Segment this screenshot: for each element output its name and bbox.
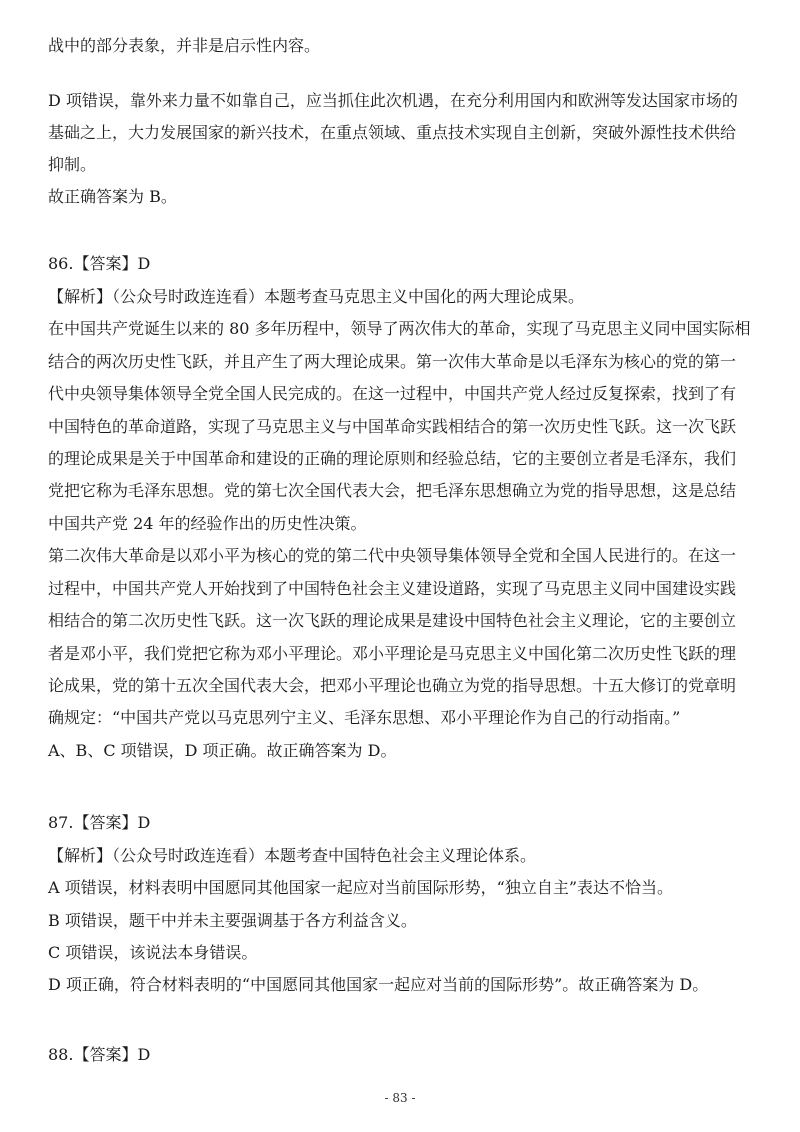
text-line: D 项正确，符合材料表明的“中国愿同其他国家一起应对当前的国际形势”。故正确答案为 D。 bbox=[48, 975, 709, 994]
text-line: 基础之上，大力发展国家的新兴技术，在重点领域、重点技术实现自主创新，突破外源性技术供给 bbox=[48, 123, 737, 142]
text-line: 第二次伟大革命是以邓小平为核心的党的第二代中央领导集体领导全党和全国人民进行的。在这一 bbox=[48, 546, 737, 565]
answer-heading-86: 86.【答案】D bbox=[48, 254, 151, 273]
text-line: 的理论成果是关于中国革命和建设的正确的理论原则和经验总结，它的主要创立者是毛泽东，我们 bbox=[48, 449, 737, 468]
text-line: 过程中，中国共产党人开始找到了中国特色社会主义建设道路，实现了马克思主义同中国建设实践 bbox=[48, 579, 737, 598]
analysis-intro-87: 【解析】（公众号时政连连看）本题考查中国特色社会主义理论体系。 bbox=[48, 846, 537, 865]
text-line: A、B、C 项错误，D 项正确。故正确答案为 D。 bbox=[48, 741, 397, 760]
text-line: 相结合的第二次历史性飞跃。这一次飞跃的理论成果是建设中国特色社会主义理论，它的主要创立 bbox=[48, 611, 737, 630]
text-line: 者是邓小平，我们党把它称为邓小平理论。邓小平理论是马克思主义中国化第二次历史性飞跃的理 bbox=[48, 644, 737, 663]
text-line: 代中央领导集体领导全党全国人民完成的。在这一过程中，中国共产党人经过反复探索，找到了有 bbox=[48, 384, 737, 403]
text-line: 在中国共产党诞生以来的 80 多年历程中，领导了两次伟大的革命，实现了马克思主义同中国实际相 bbox=[48, 319, 751, 338]
answer-heading-87: 87.【答案】D bbox=[48, 813, 151, 832]
text-line: 确规定：“中国共产党以马克思列宁主义、毛泽东思想、邓小平理论作为自己的行动指南。” bbox=[48, 708, 681, 727]
text-line: 中国共产党 24 年的经验作出的历史性决策。 bbox=[48, 514, 367, 533]
analysis-intro-86: 【解析】（公众号时政连连看）本题考查马克思主义中国化的两大理论成果。 bbox=[48, 287, 585, 306]
text-line: B 项错误，题干中并未主要强调基于各方利益含义。 bbox=[48, 911, 417, 930]
text-line: 故正确答案为 B。 bbox=[48, 187, 177, 206]
text-line: 中国特色的革命道路，实现了马克思主义与中国革命实践相结合的第一次历史性飞跃。这一次飞跃 bbox=[48, 417, 737, 436]
text-line: 战中的部分表象，并非是启示性内容。 bbox=[48, 36, 321, 55]
text-line: 抑制。 bbox=[48, 155, 97, 174]
text-line: D 项错误，靠外来力量不如靠自己，应当抓住此次机遇，在充分利用国内和欧洲等发达国家市场的 bbox=[48, 91, 738, 110]
page-number: - 83 - bbox=[384, 1091, 416, 1105]
text-line: 论成果，党的第十五次全国代表大会，把邓小平理论也确立为党的指导思想。十五大修订的党章明 bbox=[48, 676, 737, 695]
text-line: 结合的两次历史性飞跃，并且产生了两大理论成果。第一次伟大革命是以毛泽东为核心的党的第一 bbox=[48, 352, 737, 371]
text-line: C 项错误，该说法本身错误。 bbox=[48, 943, 258, 962]
text-line: 党把它称为毛泽东思想。党的第七次全国代表大会，把毛泽东思想确立为党的指导思想，这是总结 bbox=[48, 481, 737, 500]
answer-heading-88: 88.【答案】D bbox=[48, 1045, 151, 1064]
text-line: A 项错误，材料表明中国愿同其他国家一起应对当前国际形势，“独立自主”表达不恰当。 bbox=[48, 878, 674, 897]
